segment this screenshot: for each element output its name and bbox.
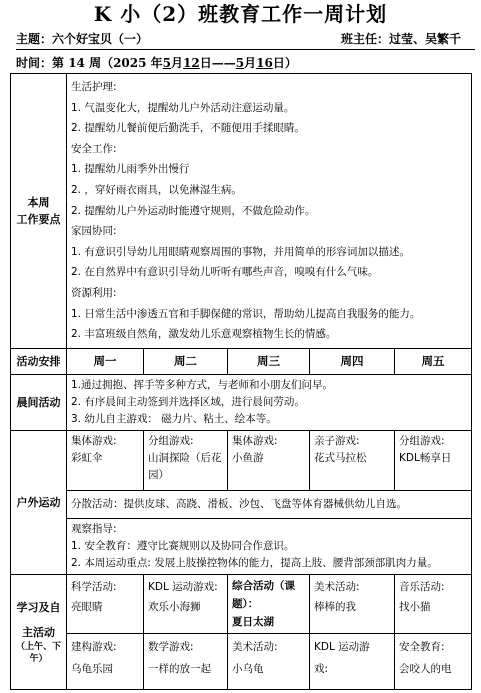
outdoor-observe-row	[11, 518, 472, 574]
theme-value: 六个好宝贝（一）	[52, 32, 149, 46]
focus-label-line1: 本周	[27, 195, 50, 209]
outdoor-label: 户外运动	[11, 430, 67, 574]
focus-line: 2. 丰富班级自然角，激发幼儿乐意观察植物生长的情感。	[71, 328, 337, 341]
focus-line: 2. 提醒幼儿户外运动时能遵守规则，不做危险动作。	[71, 204, 316, 217]
time-unit: 日）	[272, 56, 297, 70]
learning-activity-cell	[144, 633, 228, 689]
teachers-label: 班主任：	[340, 32, 389, 46]
day-tuesday: 周二	[144, 348, 228, 374]
activity-name: 夏日太湖	[232, 615, 274, 628]
learning-activity-cell	[395, 574, 472, 633]
activity-type: 建构游戏:	[71, 640, 117, 653]
outdoor-game-cell	[310, 430, 395, 490]
focus-row	[11, 74, 472, 349]
game-type: 分组游戏:	[148, 434, 194, 447]
teachers-field	[341, 31, 461, 47]
teachers-value: 过莹、吴繁千	[388, 32, 461, 46]
time-day-end: 16	[256, 56, 273, 70]
time-week: 第 14 周（2025 年	[52, 56, 163, 70]
time-month-start: 5	[162, 56, 172, 70]
learning-activity-cell	[310, 633, 395, 689]
page-title: K 小（2）班教育工作一周计划	[93, 2, 388, 26]
time-label: 时间：	[16, 56, 53, 70]
schedule-label: 活动安排	[11, 348, 67, 374]
outdoor-game-cell	[228, 430, 310, 490]
activity-name: 欢乐小海狮	[148, 600, 201, 613]
activity-type: 安全教育:	[399, 640, 445, 653]
outdoor-game-cell	[395, 430, 472, 490]
morning-line: 1.通过拥抱、挥手等多种方式，与老师和小朋友们问早。	[71, 378, 334, 391]
activity-name: 亮眼睛	[71, 600, 103, 613]
theme-row	[16, 31, 471, 47]
focus-label-line2: 工作要点	[16, 212, 61, 226]
day-wednesday: 周三	[228, 348, 310, 374]
activity-name: 戏:	[314, 662, 329, 675]
activity-name: 小乌龟	[232, 662, 264, 675]
observe-line: 观察指导:	[71, 522, 117, 535]
game-name: 花式马拉松	[314, 451, 367, 464]
game-type: 集体游戏:	[71, 434, 117, 447]
focus-content	[67, 74, 472, 349]
morning-row	[11, 374, 472, 430]
learning-activity-cell	[67, 633, 144, 689]
learning-activity-cell	[67, 574, 144, 633]
outdoor-game-cell	[144, 430, 228, 490]
morning-label: 晨间活动	[11, 374, 67, 430]
observe-line: 1. 安全教育：遵守比赛规则以及协同合作意识。	[71, 539, 295, 552]
activity-name: 乌龟乐园	[71, 662, 113, 675]
activity-name: 棒棒的我	[314, 600, 356, 613]
learning-activity-cell	[228, 633, 310, 689]
focus-line: 2. ，穿好雨衣雨具，以免淋湿生病。	[71, 183, 242, 196]
activity-name: 找小猫	[399, 600, 431, 613]
activity-type: 美术活动:	[314, 580, 360, 593]
activity-type: 数学游戏:	[148, 640, 194, 653]
focus-line: 1. 日常生活中渗透五官和手脚保健的常识，帮助幼儿提高自我服务的能力。	[71, 307, 421, 320]
learning-label	[11, 574, 67, 689]
outdoor-scatter: 分散活动：提供皮球、高跷、滑板、沙包、飞盘等体育器械供幼儿自选。	[67, 490, 472, 518]
day-monday: 周一	[67, 348, 144, 374]
time-unit: 月	[171, 56, 184, 70]
focus-line: 资源利用:	[71, 286, 117, 299]
time-unit: 日——	[199, 56, 236, 70]
focus-line: 2. 在自然界中有意识引导幼儿听听有哪些声音，嗅嗅有什么气味。	[71, 266, 379, 279]
learning-row-1	[11, 574, 472, 633]
learning-label-line1: 学习及自	[16, 600, 61, 614]
activity-type: 音乐活动:	[399, 580, 445, 593]
schedule-header-row	[11, 348, 472, 374]
game-name: 山洞探险（后花园）	[148, 451, 222, 481]
time-row	[16, 55, 471, 71]
focus-line: 1. 有意识引导幼儿用眼睛观察周围的事物，并用简单的形容词加以描述。	[71, 245, 410, 258]
morning-line: 2. 有序晨间主动签到并选择区域，进行晨间劳动。	[71, 395, 305, 408]
focus-line: 家园协同:	[71, 225, 117, 238]
focus-label	[11, 74, 67, 349]
game-name: 彩虹伞	[71, 451, 103, 464]
morning-content	[67, 374, 472, 430]
time-unit: 月	[244, 56, 257, 70]
outdoor-games-row	[11, 430, 472, 490]
game-type: 集体游戏:	[232, 434, 278, 447]
learning-label-line3: （上午、下午）	[15, 641, 61, 664]
activity-name: 一样的放一起	[148, 662, 211, 675]
day-friday: 周五	[395, 348, 472, 374]
learning-activity-cell	[144, 574, 228, 633]
activity-type: 美术活动:	[232, 640, 278, 653]
time-month-end: 5	[235, 56, 245, 70]
game-name: 小鱼游	[232, 451, 264, 464]
focus-line: 生活护理:	[71, 81, 117, 93]
observe-line: 2. 本周运动重点: 发展上肢操控物体的能力，提高上肢、腰背部颈部肌肉力量。	[71, 556, 438, 569]
activity-type: KDL 运动游	[314, 640, 370, 653]
focus-line: 2. 提醒幼儿餐前便后勤洗手，不随便用手揉眼睛。	[71, 122, 305, 135]
activity-type: 科学活动:	[71, 580, 117, 593]
outdoor-observe	[67, 518, 472, 574]
divider	[16, 49, 475, 50]
day-thursday: 周四	[310, 348, 395, 374]
morning-line: 3. 幼儿自主游戏： 磁力片、粘土、绘本等。	[71, 412, 277, 425]
learning-activity-cell	[310, 574, 395, 633]
outdoor-game-cell	[67, 430, 144, 490]
activity-type: 综合活动（课题）：	[232, 579, 295, 610]
activity-name: 会咬人的电	[399, 662, 452, 675]
game-name: KDL畅享日	[399, 451, 452, 464]
theme-label: 主题：	[16, 32, 53, 46]
focus-line: 1. 气温变化大，提醒幼儿户外活动注意运动量。	[71, 101, 295, 114]
activity-type: KDL 运动游戏:	[148, 580, 218, 593]
learning-activity-cell	[395, 633, 472, 689]
weekly-plan-table	[10, 73, 472, 690]
outdoor-scatter-row	[11, 490, 472, 518]
learning-label-line2: 主活动	[22, 625, 55, 639]
focus-line: 1. 提醒幼儿雨季外出慢行	[71, 163, 190, 176]
time-day-start: 12	[183, 56, 200, 70]
focus-line: 安全工作:	[71, 142, 117, 155]
game-type: 分组游戏:	[399, 434, 445, 447]
game-type: 亲子游戏:	[314, 434, 360, 447]
learning-activity-cell	[228, 574, 310, 633]
learning-row-2	[11, 633, 472, 689]
